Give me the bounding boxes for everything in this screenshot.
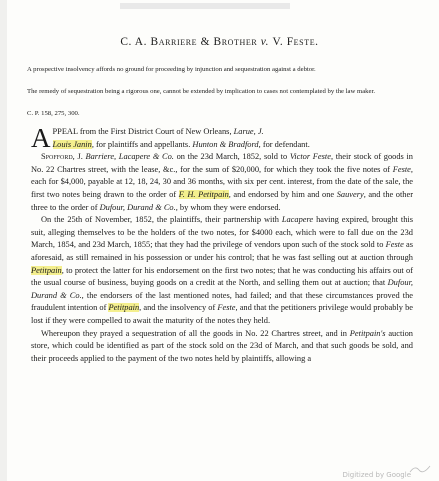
text-run: , to protect the latter for his endorsement on the first two notes; that he was conducting his affairs out of the usual course of business, buying goods on a credit at the North, and selling them out at auction; that (31, 265, 413, 288)
scan-top-strip (120, 3, 290, 9)
text-run: Whereupon they prayed a sequestration of all the goods in No. 22 Chartres street, and in (41, 328, 350, 338)
versus: v. (260, 36, 270, 48)
text-run: , their stock of goods in No. 22 Chartres street, with the lease, &c., for the sum of $20,000, for which they took the five notes of (31, 152, 413, 174)
plaintiff-name: C. A. Barriere & Brother (120, 36, 258, 48)
text-run: , and the insolvency of (139, 303, 218, 313)
text-run: On the 25th of November, 1852, the plaintiffs, their partnership with (41, 215, 282, 225)
highlighted-name: Petitpain (108, 303, 140, 313)
italic-name: Lacapere (281, 215, 314, 225)
opinion-body (31, 123, 414, 365)
text-run: , the endorsers of the last mentioned notes, had failed; and that these circumstances proved the fraudulent intention of (31, 290, 413, 313)
case-title (0, 36, 439, 48)
appeal-line: PPEAL from the First District Court of New Orleans, (52, 127, 234, 136)
headnote-2: The remedy of sequestration being a rigorous one, cannot be extended by implication to cases not contemplated by the law maker. (27, 88, 376, 95)
italic-name: Sauvery (336, 189, 364, 199)
italic-name: Victor Feste (289, 152, 331, 162)
headnote-citation: C. P. 158, 275, 300. (27, 110, 80, 117)
italic-name: Feste (217, 303, 236, 313)
text-run: having expired, brought this suit, alleging themselves to be the holders of the two notes, for $4000 each, which were to fall due on the 23d March, 1854, and 23d March, 1855; that they had the privilege of vendors upon such of the stock sold to (31, 215, 414, 250)
headnote-1: A prospective insolvency affords no ground for proceeding by injunction and sequestration against a debtor. (27, 66, 316, 73)
defendant-name: V. Feste. (272, 36, 319, 48)
appeal-end: , for defendant. (258, 139, 310, 149)
text-run: on the 23d March, 1852, sold to (173, 152, 290, 162)
italic-name: Barriere, Lacapere & Co. (85, 152, 174, 162)
text-run: Spofford, J. (41, 152, 86, 162)
appeal-mid: , for plaintiffs and appellants. (91, 139, 193, 149)
text-run: as aforesaid, as still remained in his possession or under his control; that he was fast selling out at auction through (31, 240, 413, 262)
highlighted-name: Petitpain (31, 265, 62, 275)
text-run: , and that the petitioners privilege would probably be lost if they were compelled to await the maturity of the notes they held. (31, 303, 413, 325)
italic-name: Feste (392, 164, 411, 174)
italic-name: Dufour, Durand & Co. (99, 202, 176, 212)
highlighted-name: F. H. Petitpain (178, 189, 229, 199)
appeal-paragraph (31, 123, 413, 153)
judge-name: Larue, J. (233, 127, 264, 136)
text-run: , and the other three to the order of (31, 189, 413, 212)
google-watermark: Digitized by Google (342, 471, 411, 479)
scan-mark-icon (409, 464, 431, 474)
italic-name: Dufour, Durand & Co. (31, 278, 413, 300)
text-run: , by whom they were endorsed. (175, 202, 281, 212)
paragraph-2 (31, 214, 413, 327)
text-run: , and endorsed by him and one (228, 189, 337, 199)
text-run: auction store, which could be identified as part of the stock sold on the 23d of March, and that such goods be sold, and their proceeds applied to the payment of the two notes held by plaintiffs, allowing a (31, 328, 413, 363)
drop-cap: A (31, 123, 51, 153)
italic-name: Petitpain's (349, 328, 386, 338)
page-edge-shadow (0, 0, 7, 481)
counsel-defendant: Hunton & Bradford (192, 139, 259, 149)
italic-name: Feste (385, 240, 404, 250)
text-run: , each for $4,000, payable at 12, 18, 24, 30 and 36 months, with six per cent. interest, from the date of the sale, the first two notes being drawn to the order of (31, 164, 413, 199)
counsel-plaintiffs: Louis Janin (52, 139, 92, 149)
paragraph-1 (31, 151, 413, 214)
paragraph-3 (31, 328, 413, 366)
